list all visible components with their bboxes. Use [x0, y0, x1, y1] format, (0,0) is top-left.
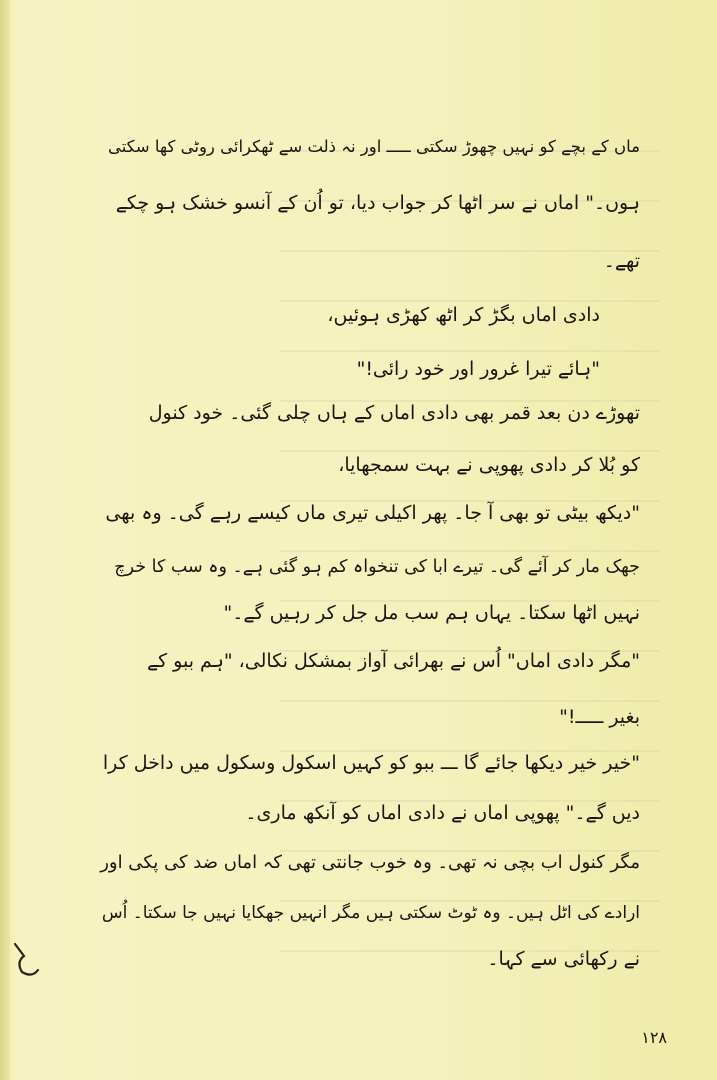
text-line: ہوں۔" اماں نے سر اٹھا کر جواب دیا، تو اُن کے آنسو خشک ہو چکے: [115, 192, 640, 214]
text-line: جھک مار کر آئے گی۔ تیرے ابا کی تنخواہ کم ہو گئی ہے۔ وہ سب کا خرچ: [114, 557, 640, 577]
text-line: ماں کے بچے کو نہیں چھوڑ سکتی ـــــ اور نہ ذلت سے ٹھکرائی روٹی کھا سکتی: [107, 137, 640, 156]
page-number: ۱۲۸: [641, 1028, 667, 1047]
margin-mark: [12, 940, 42, 982]
text-line: کو بُلا کر دادی پھوپی نے بہت سمجھایا،: [338, 454, 640, 476]
text-line: نے رکھائی سے کہا۔: [487, 948, 640, 970]
text-line: نہیں اٹھا سکتا۔ یہاں ہم سب مل جل کر رہیں گے۔": [223, 602, 640, 624]
text-line: "خیر خیر دیکھا جائے گا ـــ ببو کو کہیں اسکول وسکول میں داخل کرا: [102, 752, 640, 774]
text-line: مگر کنول اب بچی نہ تھی۔ وہ خوب جانتی تھی کہ اماں ضد کی پکی اور: [100, 852, 640, 873]
text-line: "مگر دادی اماں" اُس نے بھرائی آواز بمشکل نکالی، "ہم ببو کے: [146, 650, 640, 672]
text-line: ارادے کی اٹل ہیں۔ وہ ٹوٹ سکتی ہیں مگر انہیں جھکایا نہیں جا سکتا۔ اُس: [101, 903, 640, 923]
text-line: بغیر ـــــ!": [559, 706, 640, 728]
text-line: تھے۔: [603, 250, 640, 272]
text-line: "دیکھ بیٹی تو بھی آ جا۔ پھر اکیلی تیری ماں کیسے رہے گی۔ وہ بھی: [105, 502, 640, 524]
page-gutter: [0, 0, 10, 1080]
text-line: "ہائے تیرا غرور اور خود رائی!": [356, 358, 600, 380]
text-line: دیں گے۔" پھوپی اماں نے دادی اماں کو آنکھ ماری۔: [245, 802, 640, 824]
text-line: تھوڑے دن بعد قمر بھی دادی اماں کے ہاں چلی گئی۔ خود کنول: [148, 402, 640, 424]
text-line: دادی اماں بگڑ کر اٹھ کھڑی ہوئیں،: [327, 304, 600, 326]
